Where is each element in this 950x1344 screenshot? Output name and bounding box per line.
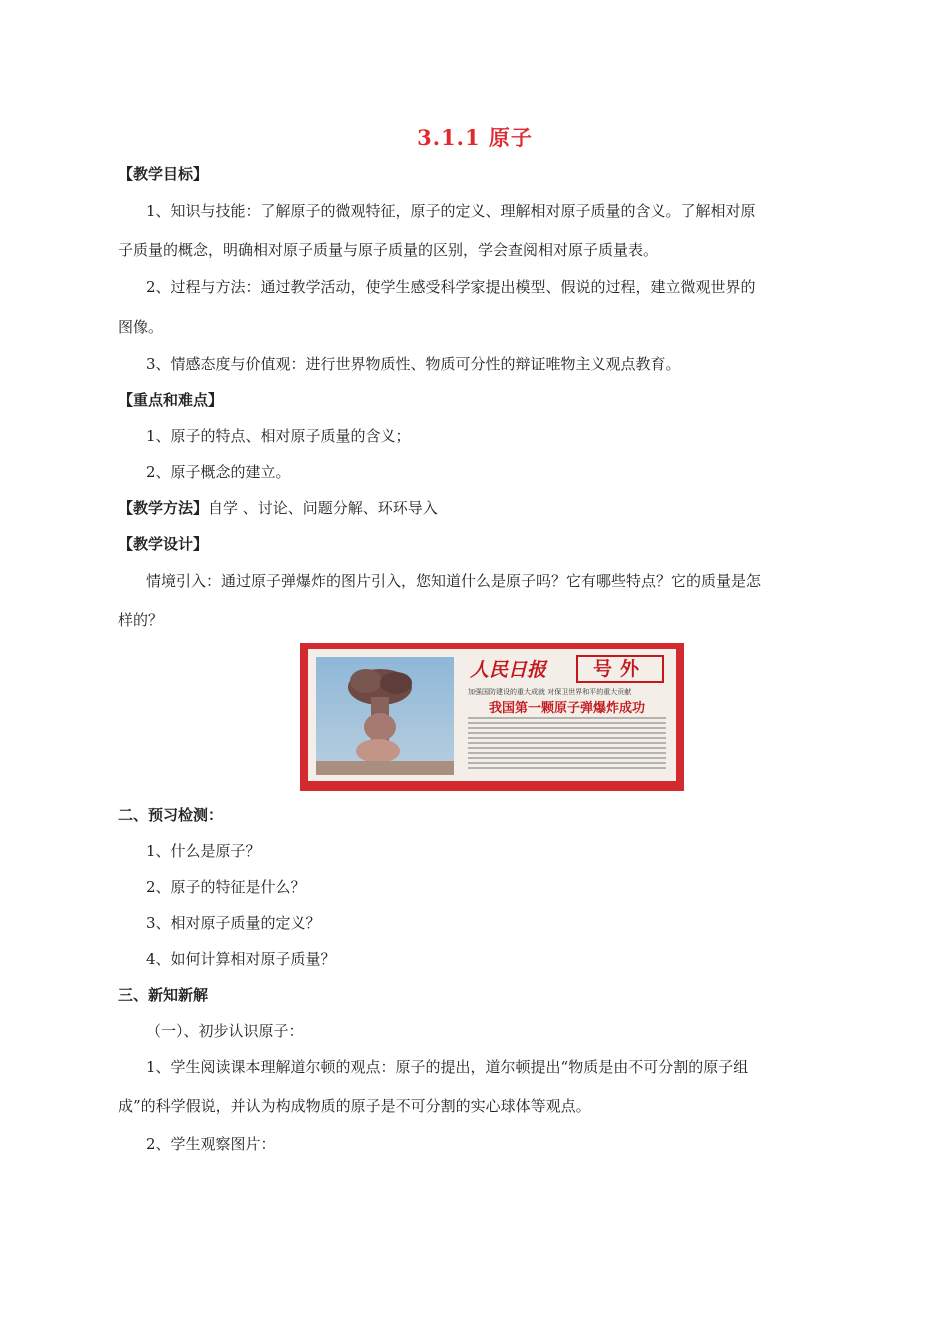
page-title: 3.1.1 原子 — [417, 125, 533, 150]
design-heading: 【教学设计】 — [118, 535, 209, 553]
methods-heading: 【教学方法】 — [118, 499, 209, 517]
preview-2: 2、原子的特征是什么？ — [146, 878, 306, 896]
new-heading: 三、新知新解 — [118, 986, 209, 1004]
newspaper-subline: 加强国防建设的重大成就 对保卫世界和平的重大贡献 — [468, 688, 632, 696]
keypoint-1: 1、原子的特点、相对原子质量的含义； — [146, 427, 411, 445]
mushroom-cloud-photo — [316, 657, 454, 775]
newspaper-body-text — [468, 717, 666, 773]
objective-2-line2: 图像。 — [118, 318, 164, 336]
objective-1-line1: 1、知识与技能：了解原子的微观特征，原子的定义、理解相对原子质量的含义。了解相对原 — [146, 202, 756, 220]
methods-text: 自学 、讨论、问题分解、环环导入 — [208, 499, 438, 517]
preview-heading: 二、预习检测： — [118, 806, 224, 824]
sub-heading: （一）、初步认识原子： — [146, 1022, 304, 1040]
newspaper-masthead: 人民日报 — [470, 659, 547, 681]
keypoint-2: 2、原子概念的建立。 — [146, 463, 291, 481]
newspaper-headline: 我国第一颗原子弹爆炸成功 — [488, 701, 645, 716]
new-2: 2、学生观察图片： — [146, 1135, 276, 1153]
objective-2-line1: 2、过程与方法：通过教学活动，使学生感受科学家提出模型、假说的过程，建立微观世界的 — [146, 278, 756, 296]
intro-line2: 样的？ — [118, 611, 164, 629]
preview-3: 3、相对原子质量的定义？ — [146, 914, 321, 932]
newspaper-page — [464, 653, 670, 777]
new-1-line2: 成”的科学假说，并认为构成物质的原子是不可分割的实心球体等观点。 — [118, 1097, 591, 1115]
methods-line — [118, 497, 840, 518]
intro-line1: 情境引入：通过原子弹爆炸的图片引入，您知道什么是原子吗？它有哪些特点？它的质量是怎 — [146, 572, 762, 590]
keypoints-heading: 【重点和难点】 — [118, 391, 224, 409]
newspaper-image — [300, 643, 684, 791]
new-1-line1: 1、学生阅读课本理解道尔顿的观点：原子的提出，道尔顿提出“物质是由不可分割的原子组 — [146, 1058, 749, 1076]
objective-1-line2: 子质量的概念，明确相对原子质量与原子质量的区别，学会查阅相对原子质量表。 — [118, 241, 659, 259]
objectives-heading: 【教学目标】 — [118, 165, 209, 183]
preview-4: 4、如何计算相对原子质量？ — [146, 950, 336, 968]
preview-1: 1、什么是原子？ — [146, 842, 261, 860]
extra-edition-banner: 号外 — [576, 655, 664, 683]
objective-3: 3、情感态度与价值观：进行世界物质性、物质可分性的辩证唯物主义观点教育。 — [146, 355, 681, 373]
